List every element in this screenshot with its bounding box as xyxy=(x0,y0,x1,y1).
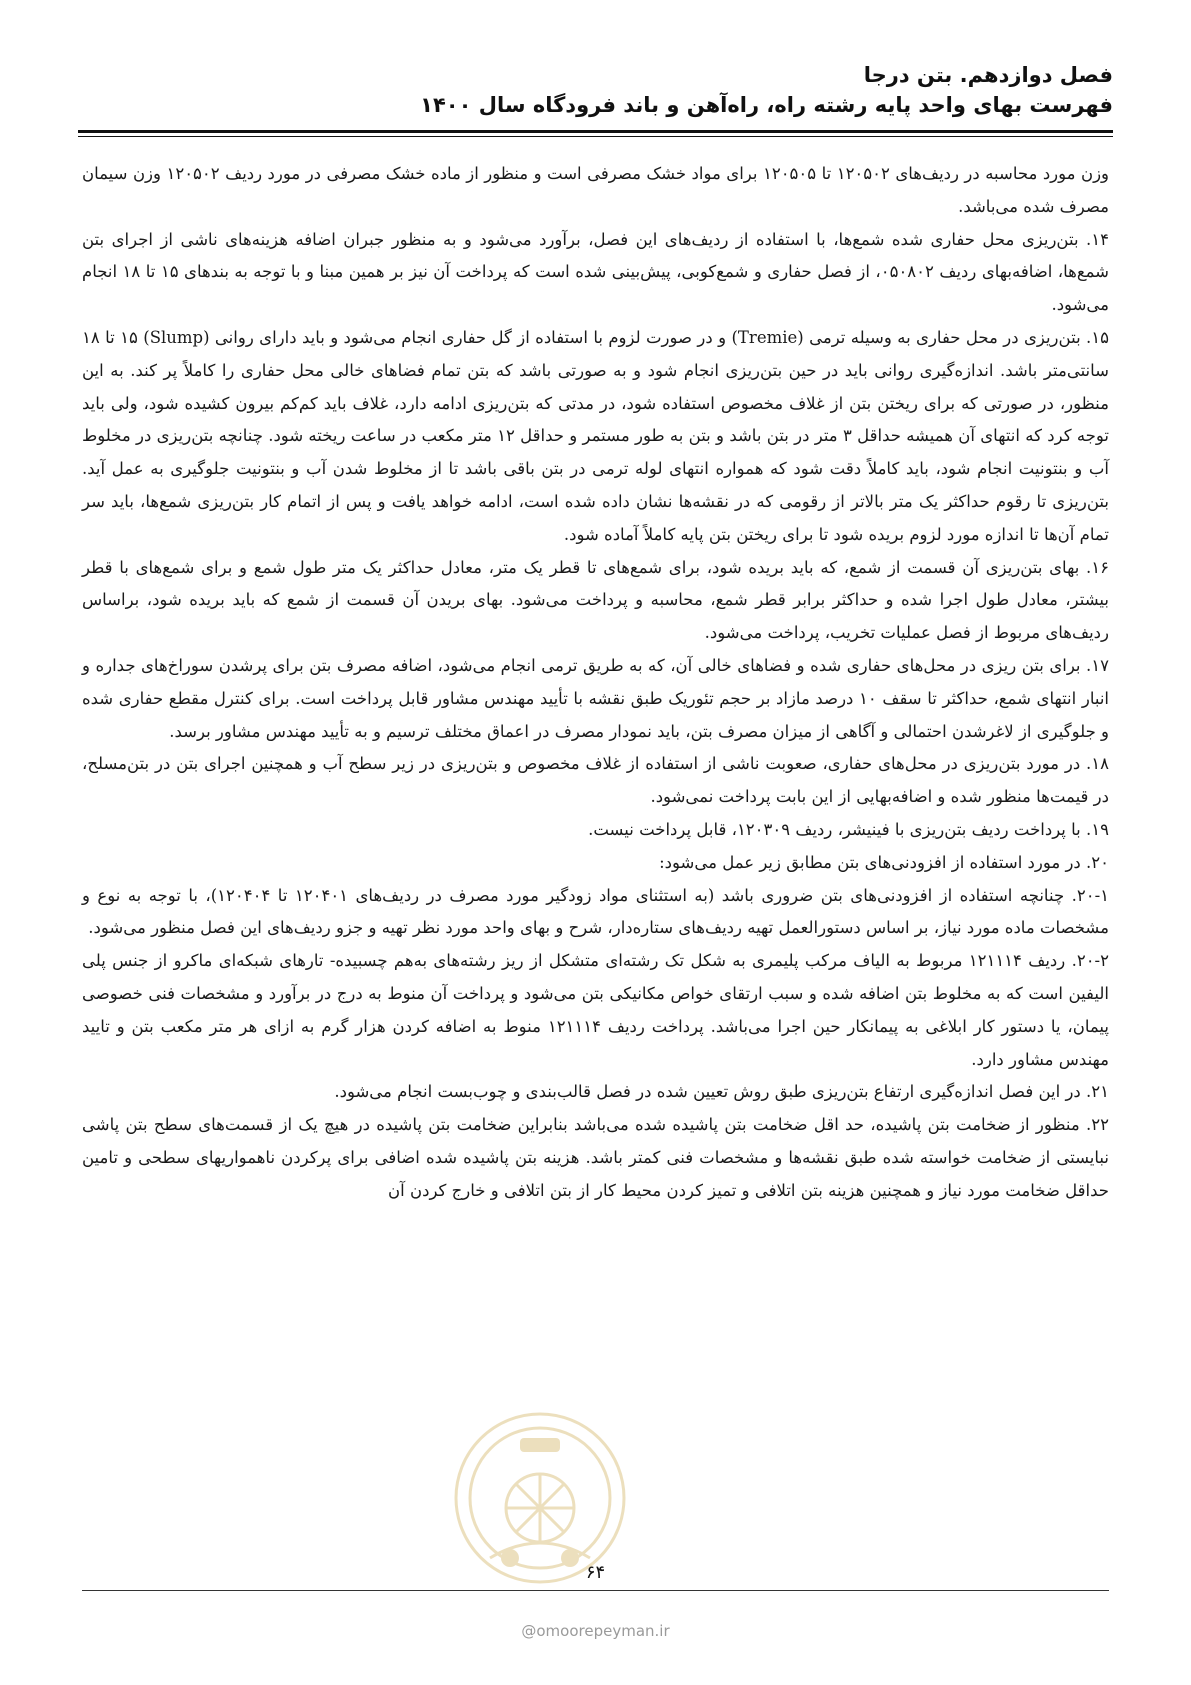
footer-divider xyxy=(82,1590,1109,1591)
paragraph-20-1: ۲۰-۱. چنانچه استفاده از افزودنی‌های بتن ضروری باشد (به استثنای مواد زودگیر مورد مصرف در ردیف‌های ۱۲۰۴۰۱ تا ۱۲۰۴۰۴)، با توجه به نوع و مشخصات ماده مورد نیاز، بر اساس دستورالعمل تهیه ردیف‌های ستاره‌دار، شرح و بهای واحد مورد نظر تهیه و جزو ردیف‌های این فصل منظور می‌شود. xyxy=(82,885,1110,938)
paragraph-20-2: ۲۰-۲. ردیف ۱۲۱۱۱۴ مربوط به الیاف مرکب پلیمری به شکل تک رشته‌ای متشکل از ریز رشته‌های به‌هم چسبیده- تارهای شبکه‌ای ماکرو از جنس پلی الیفین است که به مخلوط بتن اضافه شده و سبب ارتقای خواص مکانیکی بتن می‌شود و پرداخت آن منوط به درج در برآورد و مشخصات فنی خصوصی پیمان، یا دستور کار ابلاغی به پیمانکار حین اجرا می‌باشد. پرداخت ردیف ۱۲۱۱۱۴ منوط به اضافه کردن هزار گرم به ازای هر متر مکعب بتن و تایید مهندس مشاور دارد. xyxy=(82,951,1110,1069)
paragraph-21: ۲۱. در این فصل اندازه‌گیری ارتفاع بتن‌ریزی طبق روش تعیین شده در فصل قالب‌بندی و چوب‌بست انجام می‌شود. xyxy=(334,1082,1109,1102)
paragraph-20: ۲۰. در مورد استفاده از افزودنی‌های بتن مطابق زیر عمل می‌شود: xyxy=(659,852,1109,872)
paragraph-18: ۱۸. در مورد بتن‌ریزی در محل‌های حفاری، صعوبت ناشی از استفاده از غلاف مخصوص و بتن‌ریزی در زیر سطح آب و همچنین اجرای بتن در بتن‌مسلح، در قیمت‌ها منظور شده و اضافه‌بهایی از این بابت پرداخت نمی‌شود. xyxy=(82,754,1109,807)
paragraph-22: ۲۲. منظور از ضخامت بتن پاشیده، حد اقل ضخامت بتن پاشیده شده می‌باشد بنابراین ضخامت بتن پاشیده در هیچ یک از قسمت‌های سطح بتن پاشی نبایستی از ضخامت خواسته شده طبق نقشه‌ها و مشخصات فنی کمتر باشد. هزینه بتن پاشیده شده اضافی برای پرکردن ناهمواریهای سطحی و تامین حداقل ضخامت مورد نیاز و همچنین هزینه بتن اتلافی و تمیز کردن محیط کار از بتن اتلافی و خارج کردن آن xyxy=(82,1115,1109,1200)
paragraph-19: ۱۹. با پرداخت ردیف بتن‌ریزی با فینیشر، ردیف ۱۲۰۳۰۹، قابل پرداخت نیست. xyxy=(588,819,1109,839)
paragraph-weight-calculation: وزن مورد محاسبه در ردیف‌های ۱۲۰۵۰۲ تا ۱۲۰۵۰۵ برای مواد خشک مصرفی است و منظور از ماده خشک مصرفی در مورد ردیف ۱۲۰۵۰۲ وزن سیمان مصرف شده می‌باشد. xyxy=(82,164,1110,216)
website-link[interactable]: @omoorepeyman.ir xyxy=(521,1622,670,1640)
page-number: ۶۴ xyxy=(585,1562,606,1583)
header-divider-thick xyxy=(78,130,1113,133)
price-list-title: فهرست بهای واحد پایه رشته راه، راه‌آهن و باند فرودگاه سال ۱۴۰۰ xyxy=(420,93,1113,117)
body-text xyxy=(82,158,1109,1208)
page-header xyxy=(78,60,1113,120)
chapter-title: فصل دوازدهم. بتن درجا xyxy=(863,63,1113,87)
paragraph-16: ۱۶. بهای بتن‌ریزی آن قسمت از شمع، که باید بریده شود، برای شمع‌های تا قطر یک متر، معادل حداکثر یک متر طول شمع و برای شمع‌های با قطر بیشتر، معادل طول اجرا شده و حداکثر برابر قطر شمع، محاسبه و پرداخت می‌شود. بهای بریدن آن قسمت از شمع که باید بریده شود، براساس ردیف‌های مربوط از فصل عملیات تخریب، پرداخت می‌شود. xyxy=(82,557,1109,643)
paragraph-17: ۱۷. برای بتن ریزی در محل‌های حفاری شده و فضاهای خالی آن، که به طریق ترمی انجام می‌شود، اضافه مصرف بتن برای پرشدن سوراخ‌های جداره و انبار انتهای شمع، حداکثر تا سقف ۱۰ درصد مازاد بر حجم تئوریک طبق نقشه با تأیید مهندس مشاور قابل پرداخت است. برای کنترل مقطع حفاری شده و جلوگیری از لاغرشدن احتمالی و آگاهی از میزان مصرف بتن، باید نمودار مصرف در اعماق مختلف ترسیم و به تأیید مهندس مشاور برسد. xyxy=(82,655,1110,741)
header-divider-thin xyxy=(78,136,1113,137)
paragraph-14: ۱۴. بتن‌ریزی محل حفاری شده شمع‌ها، با استفاده از ردیف‌های این فصل، برآورد می‌شود و به منظور جبران اضافه هزینه‌های ناشی از اجرای بتن شمع‌ها، اضافه‌بهای ردیف ۰۵۰۸۰۲، از فصل حفاری و شمع‌کوبی، پیش‌بینی شده است که پرداخت آن نیز بر همین مبنا و با توجه به بندهای ۱۵ تا ۱۸ انجام می‌شود. xyxy=(82,229,1109,315)
paragraph-15: ۱۵. بتن‌ریزی در محل حفاری به وسیله ترمی (Tremie) و در صورت لزوم با استفاده از گل حفاری انجام می‌شود و باید دارای روانی (Slump) ۱۵ تا ۱۸ سانتی‌متر باشد. اندازه‌گیری روانی باید در حین بتن‌ریزی انجام شود و به صورتی باشد که بتن تمام فضاهای خالی محل حفاری را کاملاً پر کند. به این منظور، در صورتی که برای ریختن بتن از غلاف مخصوص استفاده شود، در مدتی که بتن‌ریزی ادامه دارد، غلاف باید کم‌کم بیرون کشیده شود، ولی باید توجه کرد که انتهای آن همیشه حداقل ۳ متر در بتن باشد و بتن به طور مستمر و حداقل ۱۲ متر مکعب در ساعت ریخته شود. چنانچه بتن‌ریزی در مخلوط آب و بنتونیت انجام شود، باید کاملاً دقت شود که همواره انتهای لوله ترمی در بتن باقی باشد تا از مخلوط شدن آب و بنتونیت جلوگیری به عمل آید. بتن‌ریزی تا رقوم حداکثر یک متر بالاتر از رقومی که در نقشه‌ها نشان داده شده است، ادامه خواهد یافت و پس از اتمام کار بتن‌ریزی شمع‌ها، باید سر تمام آن‌ها تا اندازه مورد لزوم بریده شود تا برای ریختن بتن پایه کاملاً آماده شود. xyxy=(82,327,1110,544)
watermark-seal-icon xyxy=(450,1408,630,1588)
